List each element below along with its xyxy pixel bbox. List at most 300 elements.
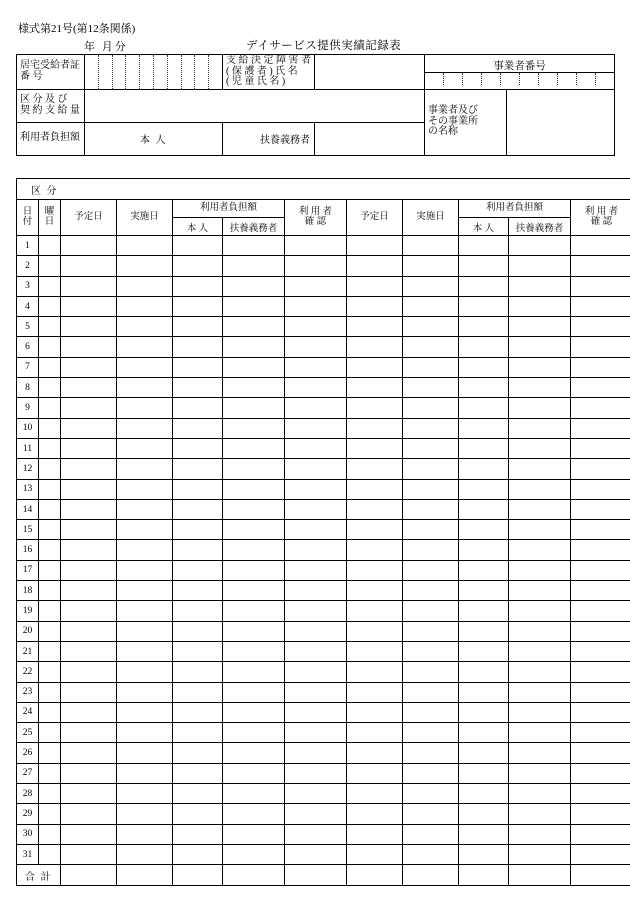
provider-digit[interactable] [463, 73, 482, 85]
supporter-left-cell[interactable] [223, 236, 285, 256]
cert-digit[interactable] [85, 55, 99, 89]
supporter-right-cell[interactable] [509, 398, 571, 418]
planned-right-cell[interactable] [347, 784, 403, 804]
self-left-cell[interactable] [173, 540, 223, 560]
weekday-cell[interactable] [39, 621, 61, 641]
supporter-right-cell[interactable] [509, 540, 571, 560]
planned-left-cell[interactable] [61, 560, 117, 580]
actual-left-cell[interactable] [117, 337, 173, 357]
planned-right-cell[interactable] [347, 682, 403, 702]
cert-digit[interactable] [113, 55, 127, 89]
actual-right-cell[interactable] [403, 276, 459, 296]
planned-right-cell[interactable] [347, 459, 403, 479]
self-right-cell[interactable] [459, 682, 509, 702]
planned-left-cell[interactable] [61, 641, 117, 661]
confirm-right-cell[interactable] [571, 560, 630, 580]
planned-left-cell[interactable] [61, 459, 117, 479]
provider-digit[interactable] [596, 73, 614, 85]
self-left-cell[interactable] [173, 398, 223, 418]
total-supporter-left[interactable] [223, 865, 285, 886]
supporter-burden-field[interactable] [315, 122, 425, 155]
planned-right-cell[interactable] [347, 276, 403, 296]
actual-left-cell[interactable] [117, 296, 173, 316]
self-left-cell[interactable] [173, 763, 223, 783]
supporter-right-cell[interactable] [509, 723, 571, 743]
planned-right-cell[interactable] [347, 844, 403, 864]
supporter-left-cell[interactable] [223, 317, 285, 337]
planned-left-cell[interactable] [61, 256, 117, 276]
self-right-cell[interactable] [459, 276, 509, 296]
confirm-left-cell[interactable] [285, 702, 347, 722]
self-left-cell[interactable] [173, 236, 223, 256]
confirm-left-cell[interactable] [285, 236, 347, 256]
planned-left-cell[interactable] [61, 378, 117, 398]
weekday-cell[interactable] [39, 418, 61, 438]
provider-digit[interactable] [558, 73, 577, 85]
confirm-right-cell[interactable] [571, 276, 630, 296]
confirm-right-cell[interactable] [571, 621, 630, 641]
self-left-cell[interactable] [173, 743, 223, 763]
actual-left-cell[interactable] [117, 641, 173, 661]
confirm-left-cell[interactable] [285, 418, 347, 438]
planned-left-cell[interactable] [61, 743, 117, 763]
self-left-cell[interactable] [173, 824, 223, 844]
self-right-cell[interactable] [459, 662, 509, 682]
decision-person-name-field[interactable] [315, 55, 425, 90]
self-right-cell[interactable] [459, 581, 509, 601]
self-right-cell[interactable] [459, 459, 509, 479]
actual-left-cell[interactable] [117, 520, 173, 540]
supporter-left-cell[interactable] [223, 560, 285, 580]
self-left-cell[interactable] [173, 682, 223, 702]
confirm-right-cell[interactable] [571, 824, 630, 844]
self-right-cell[interactable] [459, 601, 509, 621]
supporter-right-cell[interactable] [509, 499, 571, 519]
confirm-left-cell[interactable] [285, 337, 347, 357]
self-right-cell[interactable] [459, 398, 509, 418]
confirm-left-cell[interactable] [285, 499, 347, 519]
planned-right-cell[interactable] [347, 520, 403, 540]
planned-right-cell[interactable] [347, 337, 403, 357]
supporter-right-cell[interactable] [509, 520, 571, 540]
self-right-cell[interactable] [459, 256, 509, 276]
weekday-cell[interactable] [39, 236, 61, 256]
confirm-left-cell[interactable] [285, 804, 347, 824]
supporter-left-cell[interactable] [223, 702, 285, 722]
supporter-left-cell[interactable] [223, 581, 285, 601]
supporter-right-cell[interactable] [509, 256, 571, 276]
self-right-cell[interactable] [459, 702, 509, 722]
supporter-right-cell[interactable] [509, 621, 571, 641]
weekday-cell[interactable] [39, 357, 61, 377]
actual-left-cell[interactable] [117, 581, 173, 601]
supporter-right-cell[interactable] [509, 763, 571, 783]
self-right-cell[interactable] [459, 378, 509, 398]
confirm-right-cell[interactable] [571, 317, 630, 337]
cert-digit[interactable] [195, 55, 209, 89]
confirm-left-cell[interactable] [285, 844, 347, 864]
actual-left-cell[interactable] [117, 398, 173, 418]
planned-right-cell[interactable] [347, 702, 403, 722]
planned-left-cell[interactable] [61, 276, 117, 296]
planned-left-cell[interactable] [61, 784, 117, 804]
self-left-cell[interactable] [173, 784, 223, 804]
actual-right-cell[interactable] [403, 479, 459, 499]
weekday-cell[interactable] [39, 702, 61, 722]
confirm-left-cell[interactable] [285, 317, 347, 337]
provider-number-field[interactable] [425, 73, 614, 85]
planned-right-cell[interactable] [347, 581, 403, 601]
self-right-cell[interactable] [459, 743, 509, 763]
actual-left-cell[interactable] [117, 459, 173, 479]
supporter-left-cell[interactable] [223, 438, 285, 458]
supporter-right-cell[interactable] [509, 804, 571, 824]
self-left-cell[interactable] [173, 804, 223, 824]
self-left-cell[interactable] [173, 601, 223, 621]
planned-left-cell[interactable] [61, 479, 117, 499]
supporter-left-cell[interactable] [223, 540, 285, 560]
planned-left-cell[interactable] [61, 357, 117, 377]
planned-left-cell[interactable] [61, 804, 117, 824]
actual-right-cell[interactable] [403, 763, 459, 783]
confirm-right-cell[interactable] [571, 459, 630, 479]
planned-right-cell[interactable] [347, 256, 403, 276]
provider-digit[interactable] [539, 73, 558, 85]
supporter-left-cell[interactable] [223, 256, 285, 276]
planned-right-cell[interactable] [347, 479, 403, 499]
self-left-cell[interactable] [173, 418, 223, 438]
self-left-cell[interactable] [173, 276, 223, 296]
weekday-cell[interactable] [39, 337, 61, 357]
actual-left-cell[interactable] [117, 702, 173, 722]
actual-right-cell[interactable] [403, 743, 459, 763]
actual-left-cell[interactable] [117, 763, 173, 783]
self-right-cell[interactable] [459, 337, 509, 357]
planned-left-cell[interactable] [61, 520, 117, 540]
confirm-left-cell[interactable] [285, 743, 347, 763]
supporter-left-cell[interactable] [223, 784, 285, 804]
self-left-cell[interactable] [173, 641, 223, 661]
self-left-cell[interactable] [173, 702, 223, 722]
cert-digit[interactable] [182, 55, 196, 89]
self-right-cell[interactable] [459, 317, 509, 337]
actual-left-cell[interactable] [117, 276, 173, 296]
self-right-cell[interactable] [459, 438, 509, 458]
supporter-right-cell[interactable] [509, 236, 571, 256]
planned-left-cell[interactable] [61, 296, 117, 316]
confirm-left-cell[interactable] [285, 662, 347, 682]
actual-right-cell[interactable] [403, 378, 459, 398]
actual-right-cell[interactable] [403, 662, 459, 682]
confirm-left-cell[interactable] [285, 581, 347, 601]
self-right-cell[interactable] [459, 540, 509, 560]
weekday-cell[interactable] [39, 743, 61, 763]
confirm-right-cell[interactable] [571, 682, 630, 702]
provider-digit[interactable] [425, 73, 444, 85]
provider-digit[interactable] [444, 73, 463, 85]
self-left-cell[interactable] [173, 723, 223, 743]
weekday-cell[interactable] [39, 296, 61, 316]
planned-right-cell[interactable] [347, 560, 403, 580]
actual-left-cell[interactable] [117, 844, 173, 864]
confirm-left-cell[interactable] [285, 784, 347, 804]
planned-right-cell[interactable] [347, 398, 403, 418]
confirm-right-cell[interactable] [571, 418, 630, 438]
self-right-cell[interactable] [459, 621, 509, 641]
actual-left-cell[interactable] [117, 418, 173, 438]
confirm-left-cell[interactable] [285, 398, 347, 418]
planned-left-cell[interactable] [61, 824, 117, 844]
weekday-cell[interactable] [39, 560, 61, 580]
supporter-right-cell[interactable] [509, 357, 571, 377]
actual-right-cell[interactable] [403, 682, 459, 702]
cert-digit[interactable] [126, 55, 140, 89]
actual-left-cell[interactable] [117, 723, 173, 743]
supporter-left-cell[interactable] [223, 621, 285, 641]
confirm-left-cell[interactable] [285, 479, 347, 499]
planned-right-cell[interactable] [347, 540, 403, 560]
actual-left-cell[interactable] [117, 378, 173, 398]
self-left-cell[interactable] [173, 621, 223, 641]
confirm-right-cell[interactable] [571, 296, 630, 316]
actual-left-cell[interactable] [117, 236, 173, 256]
supporter-right-cell[interactable] [509, 418, 571, 438]
actual-left-cell[interactable] [117, 357, 173, 377]
confirm-right-cell[interactable] [571, 702, 630, 722]
weekday-cell[interactable] [39, 723, 61, 743]
supporter-right-cell[interactable] [509, 378, 571, 398]
actual-left-cell[interactable] [117, 804, 173, 824]
confirm-right-cell[interactable] [571, 804, 630, 824]
self-left-cell[interactable] [173, 560, 223, 580]
confirm-right-cell[interactable] [571, 581, 630, 601]
planned-right-cell[interactable] [347, 499, 403, 519]
planned-right-cell[interactable] [347, 236, 403, 256]
total-supporter-right[interactable] [509, 865, 571, 886]
cert-digit[interactable] [209, 55, 222, 89]
confirm-left-cell[interactable] [285, 824, 347, 844]
planned-left-cell[interactable] [61, 662, 117, 682]
weekday-cell[interactable] [39, 662, 61, 682]
planned-left-cell[interactable] [61, 418, 117, 438]
weekday-cell[interactable] [39, 763, 61, 783]
actual-left-cell[interactable] [117, 824, 173, 844]
actual-right-cell[interactable] [403, 601, 459, 621]
planned-left-cell[interactable] [61, 844, 117, 864]
cert-digit[interactable] [99, 55, 113, 89]
planned-left-cell[interactable] [61, 723, 117, 743]
self-left-cell[interactable] [173, 337, 223, 357]
confirm-left-cell[interactable] [285, 601, 347, 621]
actual-left-cell[interactable] [117, 560, 173, 580]
actual-right-cell[interactable] [403, 398, 459, 418]
self-left-cell[interactable] [173, 357, 223, 377]
self-right-cell[interactable] [459, 763, 509, 783]
actual-left-cell[interactable] [117, 662, 173, 682]
actual-right-cell[interactable] [403, 337, 459, 357]
weekday-cell[interactable] [39, 581, 61, 601]
actual-right-cell[interactable] [403, 296, 459, 316]
planned-left-cell[interactable] [61, 601, 117, 621]
confirm-left-cell[interactable] [285, 438, 347, 458]
actual-right-cell[interactable] [403, 702, 459, 722]
planned-right-cell[interactable] [347, 824, 403, 844]
confirm-left-cell[interactable] [285, 520, 347, 540]
weekday-cell[interactable] [39, 784, 61, 804]
weekday-cell[interactable] [39, 520, 61, 540]
self-left-cell[interactable] [173, 256, 223, 276]
supporter-left-cell[interactable] [223, 520, 285, 540]
cert-digit[interactable] [168, 55, 182, 89]
weekday-cell[interactable] [39, 682, 61, 702]
confirm-right-cell[interactable] [571, 540, 630, 560]
actual-left-cell[interactable] [117, 317, 173, 337]
cert-digit[interactable] [140, 55, 154, 89]
supporter-right-cell[interactable] [509, 662, 571, 682]
weekday-cell[interactable] [39, 459, 61, 479]
self-left-cell[interactable] [173, 479, 223, 499]
planned-right-cell[interactable] [347, 641, 403, 661]
supporter-right-cell[interactable] [509, 560, 571, 580]
self-right-cell[interactable] [459, 560, 509, 580]
supporter-left-cell[interactable] [223, 459, 285, 479]
confirm-right-cell[interactable] [571, 438, 630, 458]
actual-right-cell[interactable] [403, 844, 459, 864]
weekday-cell[interactable] [39, 438, 61, 458]
planned-right-cell[interactable] [347, 743, 403, 763]
self-left-cell[interactable] [173, 438, 223, 458]
supporter-left-cell[interactable] [223, 743, 285, 763]
actual-right-cell[interactable] [403, 540, 459, 560]
actual-right-cell[interactable] [403, 459, 459, 479]
confirm-left-cell[interactable] [285, 560, 347, 580]
planned-right-cell[interactable] [347, 621, 403, 641]
self-left-cell[interactable] [173, 378, 223, 398]
confirm-left-cell[interactable] [285, 378, 347, 398]
supporter-left-cell[interactable] [223, 296, 285, 316]
actual-right-cell[interactable] [403, 560, 459, 580]
confirm-left-cell[interactable] [285, 357, 347, 377]
weekday-cell[interactable] [39, 804, 61, 824]
recipient-cert-number-field[interactable] [85, 55, 223, 90]
supporter-right-cell[interactable] [509, 276, 571, 296]
confirm-right-cell[interactable] [571, 499, 630, 519]
confirm-right-cell[interactable] [571, 256, 630, 276]
weekday-cell[interactable] [39, 378, 61, 398]
confirm-left-cell[interactable] [285, 256, 347, 276]
actual-left-cell[interactable] [117, 499, 173, 519]
planned-left-cell[interactable] [61, 236, 117, 256]
supporter-right-cell[interactable] [509, 824, 571, 844]
supporter-right-cell[interactable] [509, 784, 571, 804]
actual-right-cell[interactable] [403, 641, 459, 661]
confirm-right-cell[interactable] [571, 520, 630, 540]
confirm-right-cell[interactable] [571, 378, 630, 398]
supporter-right-cell[interactable] [509, 743, 571, 763]
weekday-cell[interactable] [39, 601, 61, 621]
supporter-left-cell[interactable] [223, 824, 285, 844]
provider-digit[interactable] [482, 73, 501, 85]
planned-right-cell[interactable] [347, 763, 403, 783]
confirm-right-cell[interactable] [571, 357, 630, 377]
confirm-right-cell[interactable] [571, 844, 630, 864]
provider-name-field[interactable] [507, 89, 615, 155]
planned-right-cell[interactable] [347, 601, 403, 621]
actual-right-cell[interactable] [403, 317, 459, 337]
confirm-left-cell[interactable] [285, 276, 347, 296]
weekday-cell[interactable] [39, 824, 61, 844]
confirm-right-cell[interactable] [571, 784, 630, 804]
self-left-cell[interactable] [173, 499, 223, 519]
self-left-cell[interactable] [173, 317, 223, 337]
supporter-right-cell[interactable] [509, 296, 571, 316]
weekday-cell[interactable] [39, 499, 61, 519]
self-right-cell[interactable] [459, 499, 509, 519]
self-right-cell[interactable] [459, 844, 509, 864]
self-right-cell[interactable] [459, 236, 509, 256]
confirm-left-cell[interactable] [285, 459, 347, 479]
actual-left-cell[interactable] [117, 621, 173, 641]
weekday-cell[interactable] [39, 844, 61, 864]
actual-right-cell[interactable] [403, 581, 459, 601]
supporter-left-cell[interactable] [223, 337, 285, 357]
supporter-left-cell[interactable] [223, 844, 285, 864]
actual-right-cell[interactable] [403, 357, 459, 377]
self-right-cell[interactable] [459, 824, 509, 844]
supporter-right-cell[interactable] [509, 337, 571, 357]
planned-left-cell[interactable] [61, 621, 117, 641]
supporter-right-cell[interactable] [509, 438, 571, 458]
planned-left-cell[interactable] [61, 398, 117, 418]
self-right-cell[interactable] [459, 357, 509, 377]
actual-right-cell[interactable] [403, 236, 459, 256]
planned-right-cell[interactable] [347, 378, 403, 398]
planned-right-cell[interactable] [347, 357, 403, 377]
actual-right-cell[interactable] [403, 804, 459, 824]
weekday-cell[interactable] [39, 317, 61, 337]
weekday-cell[interactable] [39, 641, 61, 661]
provider-digit[interactable] [520, 73, 539, 85]
planned-right-cell[interactable] [347, 296, 403, 316]
actual-right-cell[interactable] [403, 438, 459, 458]
self-right-cell[interactable] [459, 641, 509, 661]
confirm-right-cell[interactable] [571, 236, 630, 256]
planned-left-cell[interactable] [61, 540, 117, 560]
total-planned-left[interactable] [61, 865, 117, 886]
supporter-left-cell[interactable] [223, 276, 285, 296]
supporter-right-cell[interactable] [509, 682, 571, 702]
confirm-right-cell[interactable] [571, 662, 630, 682]
supporter-right-cell[interactable] [509, 317, 571, 337]
total-self-right[interactable] [459, 865, 509, 886]
actual-left-cell[interactable] [117, 682, 173, 702]
self-left-cell[interactable] [173, 662, 223, 682]
weekday-cell[interactable] [39, 398, 61, 418]
self-right-cell[interactable] [459, 804, 509, 824]
confirm-right-cell[interactable] [571, 723, 630, 743]
actual-right-cell[interactable] [403, 723, 459, 743]
provider-digit[interactable] [577, 73, 596, 85]
supporter-right-cell[interactable] [509, 601, 571, 621]
self-right-cell[interactable] [459, 296, 509, 316]
confirm-left-cell[interactable] [285, 682, 347, 702]
supporter-left-cell[interactable] [223, 641, 285, 661]
planned-right-cell[interactable] [347, 418, 403, 438]
supporter-left-cell[interactable] [223, 723, 285, 743]
planned-right-cell[interactable] [347, 438, 403, 458]
self-right-cell[interactable] [459, 418, 509, 438]
classification-value-field[interactable] [85, 89, 425, 122]
